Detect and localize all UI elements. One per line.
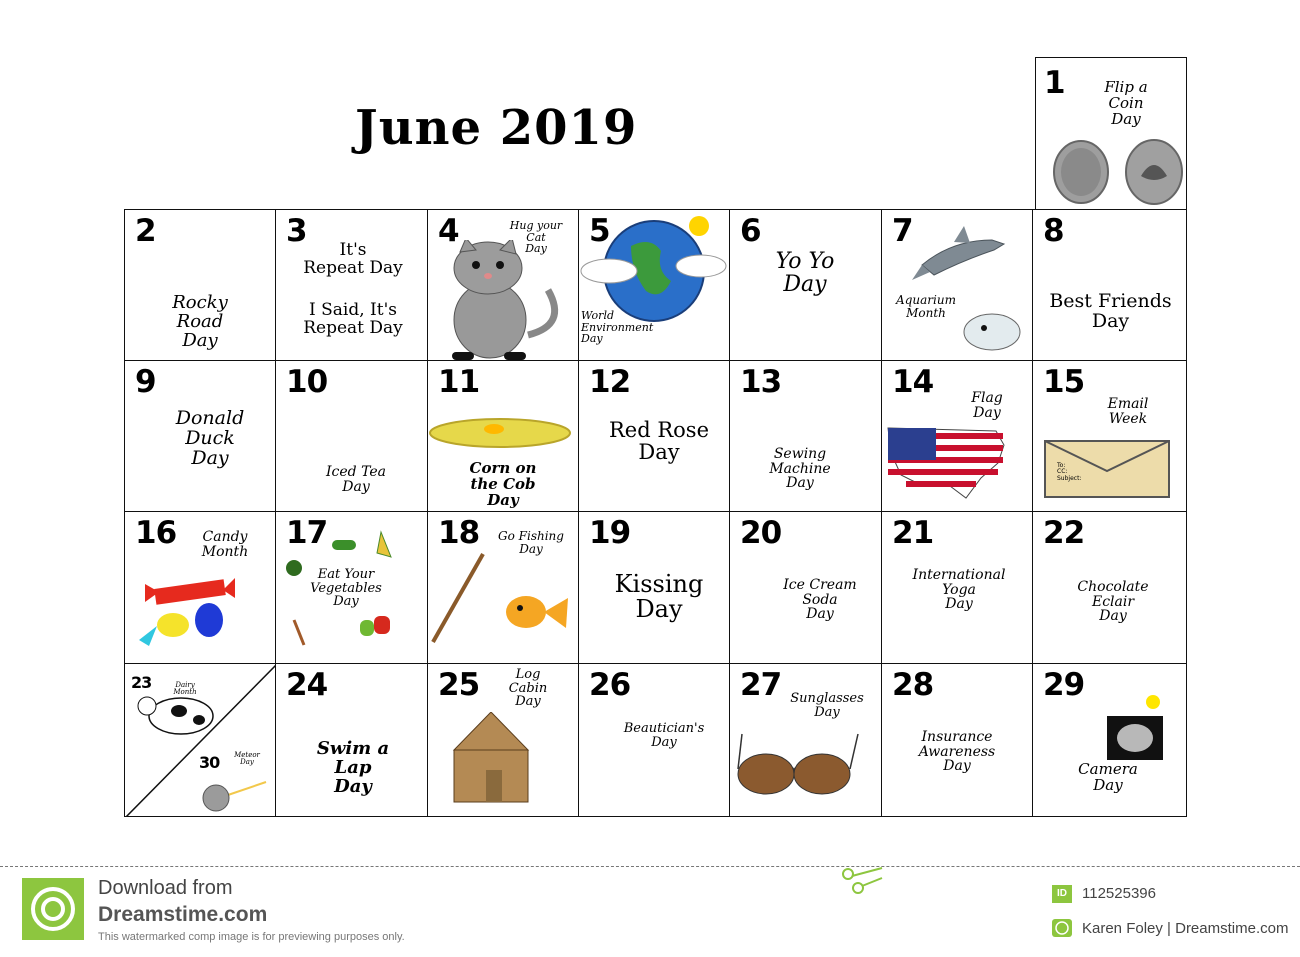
- day-label: Flag Day: [971, 390, 1003, 421]
- usa-flag-map-icon: [886, 423, 1011, 503]
- day-cell-27: [729, 663, 882, 817]
- day-number: 19: [589, 515, 631, 551]
- candy-icon: [135, 570, 265, 660]
- day-label-30: Meteor Day: [234, 751, 260, 767]
- day-number: 12: [589, 364, 631, 400]
- day-number: 11: [438, 364, 480, 400]
- day-number: 20: [740, 515, 782, 551]
- day-number: 17: [286, 515, 328, 551]
- day-label: Swim a Lap Day: [316, 738, 390, 797]
- day-cell-21: [881, 511, 1034, 664]
- day-label: Yo Yo Day: [775, 249, 835, 298]
- shark-whale-icon: [882, 210, 1032, 360]
- calendar-title: June 2019: [355, 100, 638, 156]
- day-number: 24: [286, 667, 328, 703]
- day-cell-1: [1035, 57, 1187, 210]
- calendar-grid: [124, 209, 1187, 817]
- day-number: 25: [438, 667, 480, 703]
- day-cell-17: [275, 511, 429, 664]
- day-label: International Yoga Day: [912, 567, 1006, 613]
- day-number: 3: [286, 213, 307, 249]
- day-label: Hug your Cat Day: [509, 219, 563, 256]
- camera-icon: [1101, 692, 1181, 762]
- day-cell-19: [578, 511, 731, 664]
- day-cell-9: [124, 360, 277, 513]
- day-number: 13: [740, 364, 782, 400]
- day-cell-16: [124, 511, 277, 664]
- author-credit[interactable]: Karen Foley | Dreamstime.com: [1082, 920, 1289, 937]
- day-label: Aquarium Month: [896, 293, 956, 320]
- day-label: Rocky Road Day: [172, 292, 228, 351]
- day-label: Eat Your Vegetables Day: [310, 567, 382, 610]
- day-cell-15: [1032, 360, 1187, 513]
- day-cell-5: [578, 209, 731, 362]
- day-label: Flip a Coin Day: [1104, 78, 1148, 128]
- day-cell-11: [427, 360, 580, 513]
- day-number: 28: [892, 667, 934, 703]
- day-number: 22: [1043, 515, 1085, 551]
- envelope-fields: To: CC: Subject:: [1057, 462, 1082, 482]
- day-number: 5: [589, 213, 610, 249]
- day-label-a: It's Repeat Day: [303, 240, 403, 278]
- day-cell-28: [881, 663, 1034, 817]
- day-number: 26: [589, 667, 631, 703]
- day-cell-7: [881, 209, 1034, 362]
- cow-icon: [131, 686, 221, 746]
- day-label: Sewing Machine Day: [769, 446, 831, 492]
- day-cell-3: [275, 209, 429, 362]
- day-number: 21: [892, 515, 934, 551]
- day-number: 7: [892, 213, 913, 249]
- day-label: Corn on the Cob Day: [469, 459, 537, 509]
- day-label: Ice Cream Soda Day: [783, 577, 857, 623]
- scissors-icon: [840, 866, 886, 912]
- day-cell-13: [729, 360, 882, 513]
- day-number: 8: [1043, 213, 1064, 249]
- day-number: 1: [1044, 65, 1065, 101]
- day-label: Camera Day: [1078, 760, 1138, 794]
- day-label: Go Fishing Day: [498, 529, 564, 556]
- day-cell-4: [427, 209, 580, 362]
- day-label: Sunglasses Day: [790, 691, 864, 720]
- day-cell-18: [427, 511, 580, 664]
- spiral-icon: [22, 878, 84, 940]
- day-label: Red Rose Day: [608, 418, 710, 465]
- day-number: 9: [135, 364, 156, 400]
- day-cell-23-30: [124, 663, 277, 817]
- footer-disclaimer: This watermarked comp image is for previewing purposes only.: [98, 931, 405, 943]
- cat-icon: [438, 240, 568, 360]
- day-label: Iced Tea Day: [326, 464, 386, 495]
- day-cell-14: [881, 360, 1034, 513]
- day-label: Log Cabin Day: [508, 667, 548, 710]
- day-label-23: Dairy Month: [173, 681, 197, 697]
- corn-icon: [428, 413, 578, 453]
- day-number: 6: [740, 213, 761, 249]
- day-number-30: 30: [199, 753, 220, 772]
- day-number: 29: [1043, 667, 1085, 703]
- image-id: 112525396: [1082, 885, 1156, 902]
- footer-site-text[interactable]: Dreamstime.com: [98, 903, 268, 926]
- copyright-icon: [1052, 919, 1072, 937]
- dreamstime-logo: [22, 878, 84, 940]
- day-label: Best Friends Day: [1049, 290, 1172, 332]
- day-number: 16: [135, 515, 177, 551]
- day-label: World Environment Day: [581, 309, 654, 346]
- day-cell-29: [1032, 663, 1187, 817]
- day-number: 15: [1043, 364, 1085, 400]
- day-cell-24: [275, 663, 429, 817]
- coins-icon: [1036, 136, 1186, 206]
- sunglasses-icon: [730, 729, 880, 799]
- day-label: Candy Month: [201, 529, 249, 560]
- fishing-icon: [428, 552, 578, 662]
- day-label-b: I Said, It's Repeat Day: [303, 300, 403, 338]
- day-number: 27: [740, 667, 782, 703]
- day-number: 14: [892, 364, 934, 400]
- day-label: Kissing Day: [614, 570, 704, 624]
- day-number: 10: [286, 364, 328, 400]
- meteor-icon: [200, 774, 270, 814]
- day-cell-10: [275, 360, 429, 513]
- id-badge: ID: [1052, 885, 1072, 903]
- log-cabin-icon: [446, 712, 556, 812]
- footer-download-text: Download from: [98, 877, 233, 899]
- day-label: Donald Duck Day: [175, 407, 245, 469]
- day-cell-22: [1032, 511, 1187, 664]
- day-cell-8: [1032, 209, 1187, 362]
- day-cell-12: [578, 360, 731, 513]
- footer-divider: [0, 866, 1300, 867]
- day-number: 4: [438, 213, 459, 249]
- day-cell-20: [729, 511, 882, 664]
- day-number-23: 23: [131, 673, 152, 692]
- day-number: 2: [135, 213, 156, 249]
- day-cell-26: [578, 663, 731, 817]
- day-label: Email Week: [1107, 396, 1149, 427]
- day-cell-2: [124, 209, 277, 362]
- day-label: Insurance Awareness Day: [918, 729, 996, 775]
- day-label: Beautician's Day: [623, 721, 705, 750]
- day-number: 18: [438, 515, 480, 551]
- day-cell-6: [729, 209, 882, 362]
- day-label: Chocolate Eclair Day: [1077, 579, 1149, 625]
- day-cell-25: [427, 663, 580, 817]
